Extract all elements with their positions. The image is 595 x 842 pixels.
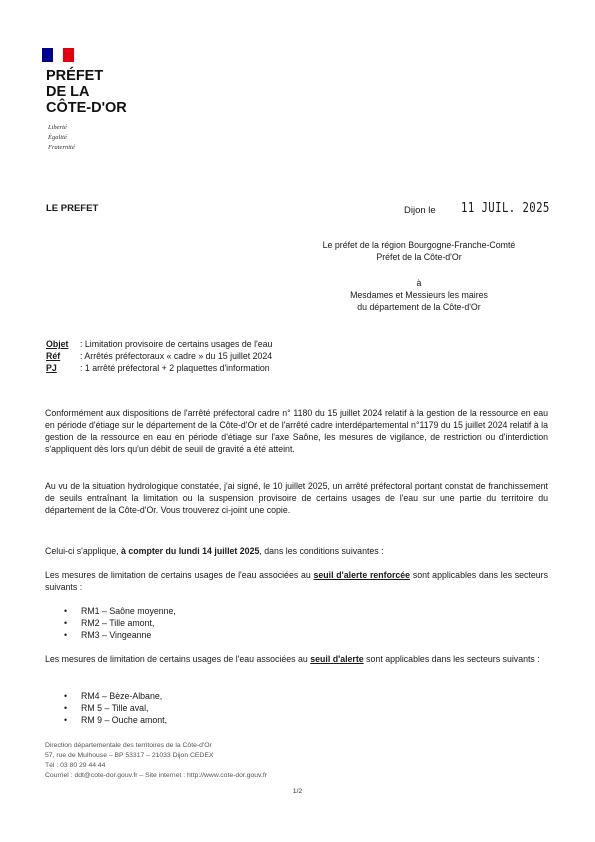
motto-liberte: Liberté xyxy=(48,124,67,131)
to-line-1: à xyxy=(416,278,422,288)
body-paragraph-4: Les mesures de limitation de certains usages de l'eau associées au seuil d'alerte renforcée sont applicables dans les secteurs suivants : xyxy=(45,570,548,592)
body-paragraph-2: Au vu de la situation hydrologique constatée, j'ai signé, le 10 juillet 2025, un arrêté préfectoral portant constat de franchissement de seuils entraînant la limitation ou la suspension provisoire de certains usages de l'eau sur une partie du territoire du département de la Côte-d'Or. Vous trouverez ci-joint une copie. xyxy=(45,481,548,515)
to-line-3: du département de la Côte-d'Or xyxy=(357,302,481,312)
ref-text-ref: : Arrêtés préfectoraux « cadre » du 15 juillet 2024 xyxy=(80,351,273,361)
list-item: • RM 9 – Ouche amont, xyxy=(64,715,168,725)
footer-line-2: 57, rue de Mulhouse – BP 53317 – 21033 Dijon CEDEX xyxy=(45,752,214,759)
ref-text-pj: : 1 arrêté préfectoral + 2 plaquettes d'information xyxy=(80,363,270,373)
ref-label-objet: Objet xyxy=(46,339,69,349)
footer-line-3: Tél : 03 80 29 44 44 xyxy=(45,762,106,769)
list-item: • RM1 – Saône moyenne, xyxy=(64,606,176,616)
prefect-title-line-2: DE LA xyxy=(46,84,90,100)
place-label: Dijon le xyxy=(404,205,436,216)
from-line-1: Le préfet de la région Bourgogne-Franche-Comté xyxy=(322,240,516,250)
list-item: • RM4 – Bèze-Albane, xyxy=(64,691,163,701)
marianne-flag-icon xyxy=(42,48,74,62)
body-paragraph-3: Celui-ci s'applique, à compter du lundi 14 juillet 2025, dans les conditions suivantes : xyxy=(45,546,384,556)
list-item: • RM2 – Tille amont, xyxy=(64,618,155,628)
motto-egalite: Égalité xyxy=(48,134,67,141)
sender-label: LE PREFET xyxy=(46,203,99,214)
list-item: • RM3 – Vingeanne xyxy=(64,630,152,640)
body-paragraph-1: Conformément aux dispositions de l'arrêté préfectoral cadre n° 1180 du 15 juillet 2024 relatif à la gestion de la ressource en eau en période d'étiage sur le département de la Côte-d'Or et de l'arrêté cadre interdépartemental n°1179 du 15 juillet 2024 relatif à la gestion de la ressource en eau en période d'étiage sur l'axe Saône, les mesures de vigilance, de restriction ou d'interdiction s'appliquent dès lors qu'un débit de seuil de gravité a été atteint. xyxy=(45,408,548,454)
footer-line-1: Direction départementale des territoires de la Côte-d'Or xyxy=(45,742,212,749)
motto-fraternite: Fraternité xyxy=(48,144,75,151)
list-item: • RM 5 – Tille aval, xyxy=(64,703,149,713)
ref-label-ref: Réf xyxy=(46,351,61,361)
to-line-2: Mesdames et Messieurs les maires xyxy=(350,290,488,300)
page-number: 1/2 xyxy=(292,788,303,795)
footer-line-4: Courriel : ddt@cote-dor.gouv.fr – Site internet : http://www.cote-dor.gouv.fr xyxy=(45,772,267,779)
from-line-2: Préfet de la Côte-d'Or xyxy=(376,252,462,262)
body-paragraph-5: Les mesures de limitation de certains usages de l'eau associées au seuil d'alerte sont applicables dans les secteurs suivants : xyxy=(45,654,540,664)
ref-label-pj: PJ xyxy=(46,363,57,373)
date-stamp: 11 JUIL. 2025 xyxy=(461,201,550,216)
ref-text-objet: : Limitation provisoire de certains usages de l'eau xyxy=(80,339,273,349)
prefect-title-line-3: CÔTE-D'OR xyxy=(46,100,127,116)
prefect-title-line-1: PRÉFET xyxy=(46,68,104,84)
